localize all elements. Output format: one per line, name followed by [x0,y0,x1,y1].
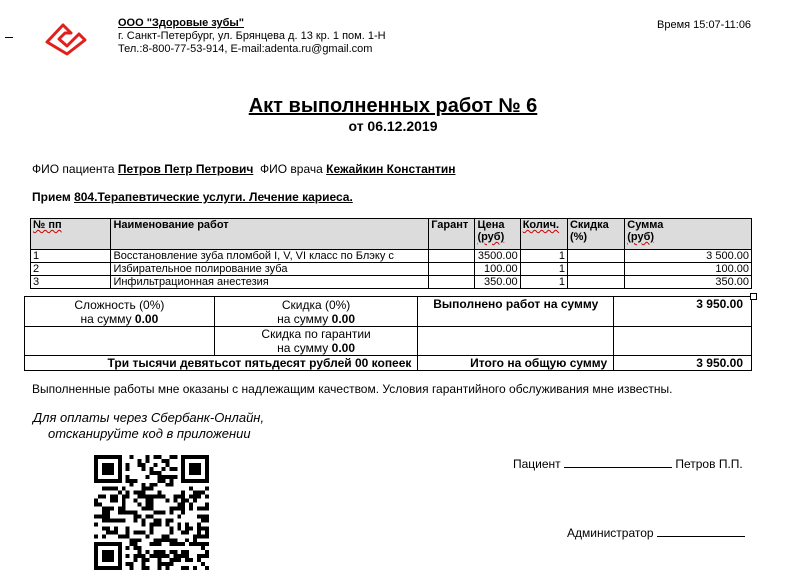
table-row: 1 Восстановление зуба пломбой I, V, VI класс по Блэку с 3500.00 1 3 500.00 [31,250,752,263]
summary-row [25,327,752,356]
doctor-name: Кежайкин Константин [326,162,456,176]
reception-number: 804. [74,190,98,204]
header-sum: Сумма (руб) [625,219,752,250]
summary-row [25,356,752,371]
patient-name: Петров Петр Петрович [117,162,254,176]
header-warranty: Гарант [429,219,475,250]
patient-signature-name: Петров П.П. [675,457,743,471]
page-corner-mark [5,37,13,38]
company-name: ООО "Здоровые зубы" [118,17,245,29]
table-resize-handle[interactable] [750,293,757,300]
reception-label: Прием [32,190,71,204]
confirmation-text: Выполненные работы мне оказаны с надлежащим качеством. Условия гарантийного обслуживания мне известны. [32,382,673,396]
payment-qr-code [94,455,209,570]
document-title: Акт выполненных работ № 6 [248,95,538,117]
grand-total-label: Итого на общую сумму [418,356,614,371]
admin-signature-label: Администратор [567,526,654,540]
work-total-value: 3 950.00 [614,297,752,327]
warranty-discount-cell: Скидка по гарантии на сумму 0.00 [214,327,418,356]
grand-total-value: 3 950.00 [614,356,752,371]
header-price: Цена (руб) [475,219,520,250]
complexity-cell: Сложность (0%) на сумму 0.00 [25,297,215,327]
payment-instructions [33,410,264,442]
admin-signature-line [657,525,745,537]
doctor-label: ФИО врача [259,162,323,176]
payment-line-1: Для оплаты через Сбербанк-Онлайн, [33,410,265,425]
works-table [30,218,752,289]
patient-signature [513,456,743,471]
table-row: 2 Избирательное полирование зуба 100.00 1 100.00 [31,263,752,276]
visit-time: Время 15:07-11:06 [657,19,752,31]
payment-line-2: отсканируйте код в приложении [48,426,251,441]
company-address: г. Санкт-Петербург, ул. Брянцева д. 13 кр. 1 пом. 1-Н [118,30,386,42]
company-logo-icon [45,22,87,56]
header-discount: Скидка (%) [567,219,624,250]
summary-table [24,296,752,371]
patient-signature-line [564,456,672,468]
work-total-label: Выполнено работ на сумму [418,297,614,327]
header-num: № пп [31,219,111,250]
reception-line [32,190,353,204]
patient-signature-label: Пациент [513,457,561,471]
reception-description: Терапевтические услуги. Лечение кариеса. [97,190,353,204]
table-header-row [31,219,752,250]
company-info [118,17,386,56]
admin-signature [567,525,745,540]
header-qty: Колич. [520,219,567,250]
amount-in-words: Три тысячи девятьсот пятьдесят рублей 00 копеек [25,356,418,371]
summary-row [25,297,752,327]
table-row: 3 Инфильтрационная анестезия 350.00 1 350.00 [31,276,752,289]
patient-label: ФИО пациента [32,162,115,176]
discount-cell: Скидка (0%) на сумму 0.00 [214,297,418,327]
document-date: от 06.12.2019 [348,118,438,134]
company-contacts: Тел.:8-800-77-53-914, E-mail:adenta.ru@gmail.com [118,43,373,55]
patient-doctor-line [32,162,456,176]
header-name: Наименование работ [111,219,429,250]
